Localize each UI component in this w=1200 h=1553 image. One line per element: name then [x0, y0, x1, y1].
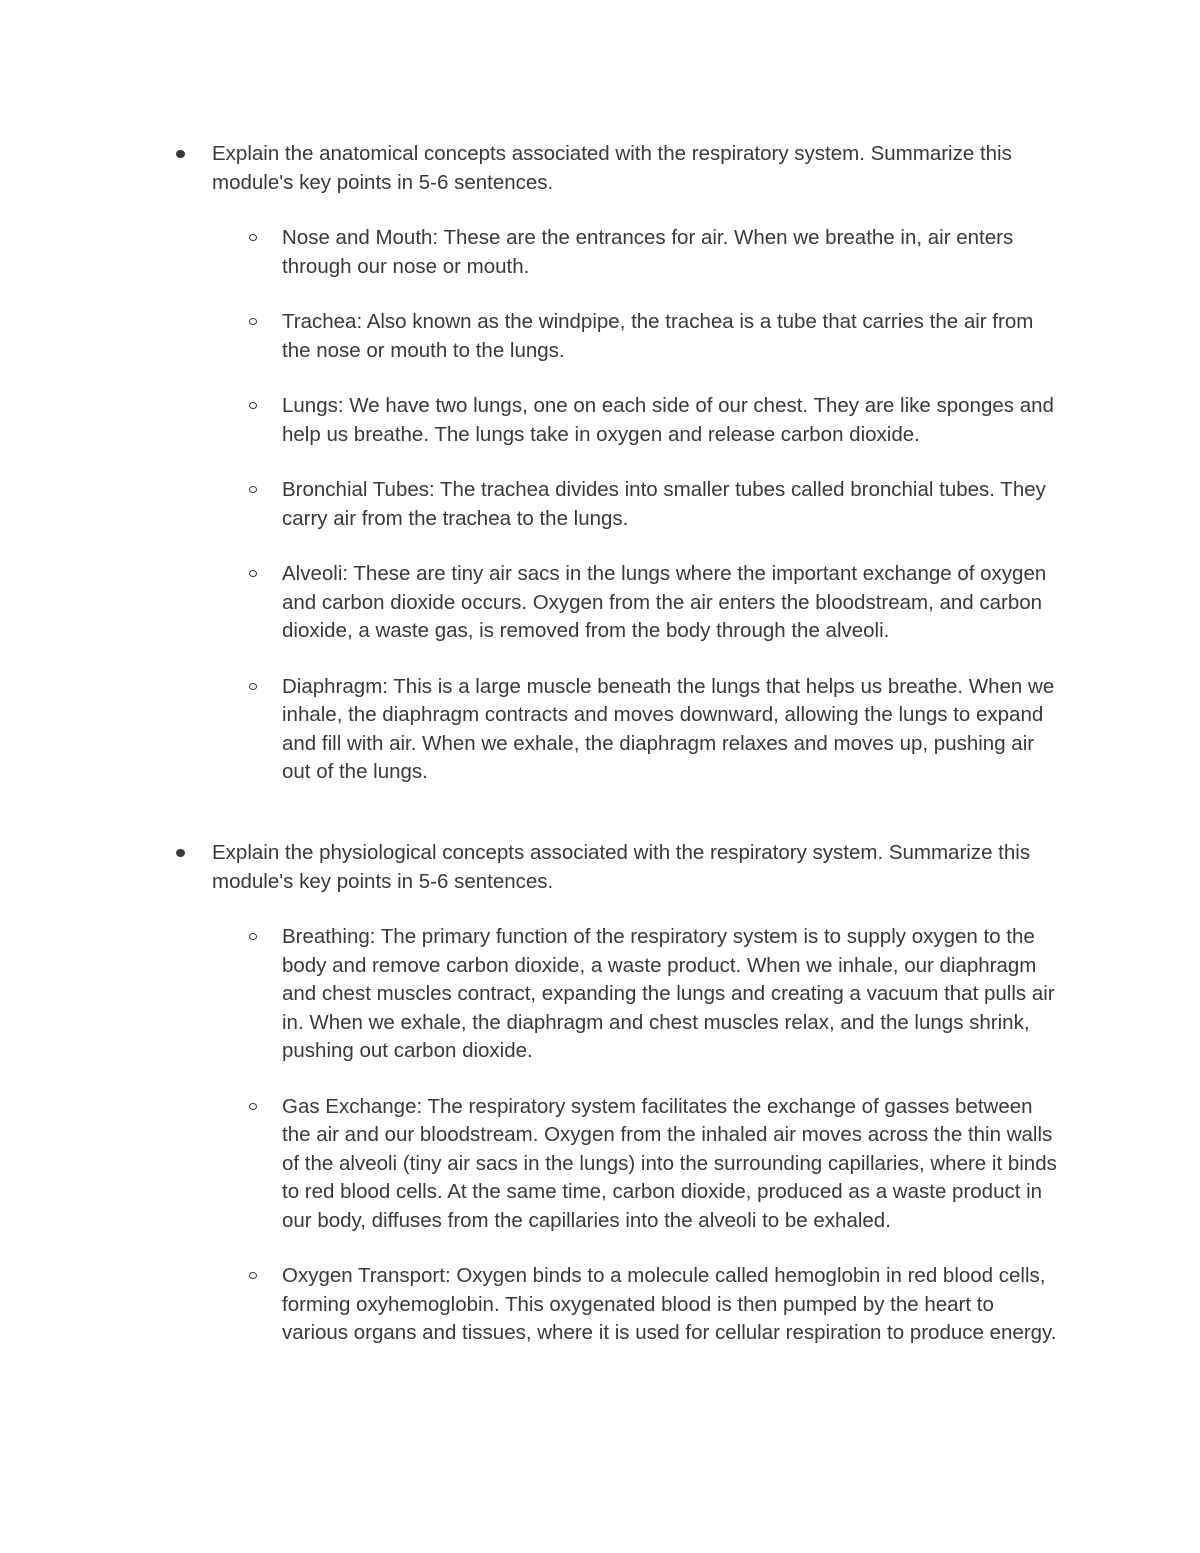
- question-prompt: Explain the physiological concepts associated with the respiratory system. Summarize this module's key points in 5-6 sentences.: [212, 841, 1031, 893]
- answer-item-gas-exchange: [0, 1093, 1200, 1236]
- question-prompt: Explain the anatomical concepts associated with the respiratory system. Summarize this module's key points in 5-6 sentences.: [212, 142, 1012, 194]
- question-anatomical: [0, 140, 1200, 787]
- bullet-circle-icon: [249, 683, 257, 690]
- answer-list: [0, 923, 1200, 1348]
- answer-text: Oxygen Transport: Oxygen binds to a molecule called hemoglobin in red blood cells, forming oxyhemoglobin. This oxygenated blood is then pumped by the heart to various organs and tissues, where it is used for cellular respiration to produce energy.: [282, 1264, 1057, 1344]
- answer-text: Gas Exchange: The respiratory system facilitates the exchange of gasses between the air and our bloodstream. Oxygen from the inhaled air moves across the thin walls of the alveoli (tiny air sacs in the lungs) into the surrounding capillaries, where it binds to red blood cells. At the same time, carbon dioxide, produced as a waste product in our body, diffuses from the capillaries into the alveoli to be exhaled.: [282, 1094, 1057, 1232]
- question-prompt-row: [0, 140, 1200, 197]
- bullet-circle-icon: [249, 234, 257, 241]
- answer-list: [0, 224, 1200, 787]
- bullet-circle-icon: [249, 1103, 257, 1110]
- answer-text: Trachea: Also known as the windpipe, the trachea is a tube that carries the air from the nose or mouth to the lungs.: [282, 310, 1034, 362]
- bullet-disc-icon: [176, 150, 185, 158]
- bullet-circle-icon: [249, 402, 257, 409]
- answer-text: Breathing: The primary function of the respiratory system is to supply oxygen to the body and remove carbon dioxide, a waste product. When we inhale, our diaphragm and chest muscles contract, expanding the lungs and creating a vacuum that pulls air in. When we exhale, the diaphragm and chest muscles relax, and the lungs shrink, pushing out carbon dioxide.: [282, 925, 1055, 1062]
- answer-text: Lungs: We have two lungs, one on each side of our chest. They are like sponges and help us breathe. The lungs take in oxygen and release carbon dioxide.: [282, 394, 1054, 446]
- answer-item-bronchial-tubes: [0, 476, 1200, 533]
- answer-item-lungs: [0, 392, 1200, 449]
- answer-text: Alveoli: These are tiny air sacs in the lungs where the important exchange of oxygen and carbon dioxide occurs. Oxygen from the air enters the bloodstream, and carbon dioxide, a waste gas, is removed from the body through the alveoli.: [282, 562, 1047, 642]
- question-physiological: [0, 839, 1200, 1348]
- bullet-circle-icon: [249, 570, 257, 577]
- answer-text: Diaphragm: This is a large muscle beneath the lungs that helps us breathe. When we inhale, the diaphragm contracts and moves downward, allowing the lungs to expand and fill with air. When we exhale, the diaphragm relaxes and moves up, pushing air out of the lungs.: [282, 674, 1055, 783]
- answer-text: Nose and Mouth: These are the entrances for air. When we breathe in, air enters through our nose or mouth.: [282, 226, 1014, 278]
- answer-item-alveoli: [0, 560, 1200, 646]
- answer-item-trachea: [0, 308, 1200, 365]
- answer-text: Bronchial Tubes: The trachea divides into smaller tubes called bronchial tubes. They carry air from the trachea to the lungs.: [282, 478, 1046, 530]
- answer-item-diaphragm: [0, 673, 1200, 787]
- bullet-disc-icon: [176, 849, 185, 857]
- bullet-circle-icon: [249, 1272, 257, 1279]
- answer-item-nose-mouth: [0, 224, 1200, 281]
- answer-item-breathing: [0, 923, 1200, 1066]
- answer-item-oxygen-transport: [0, 1262, 1200, 1348]
- bullet-circle-icon: [249, 486, 257, 493]
- bullet-circle-icon: [249, 318, 257, 325]
- question-prompt-row: [0, 839, 1200, 896]
- bullet-circle-icon: [249, 933, 257, 940]
